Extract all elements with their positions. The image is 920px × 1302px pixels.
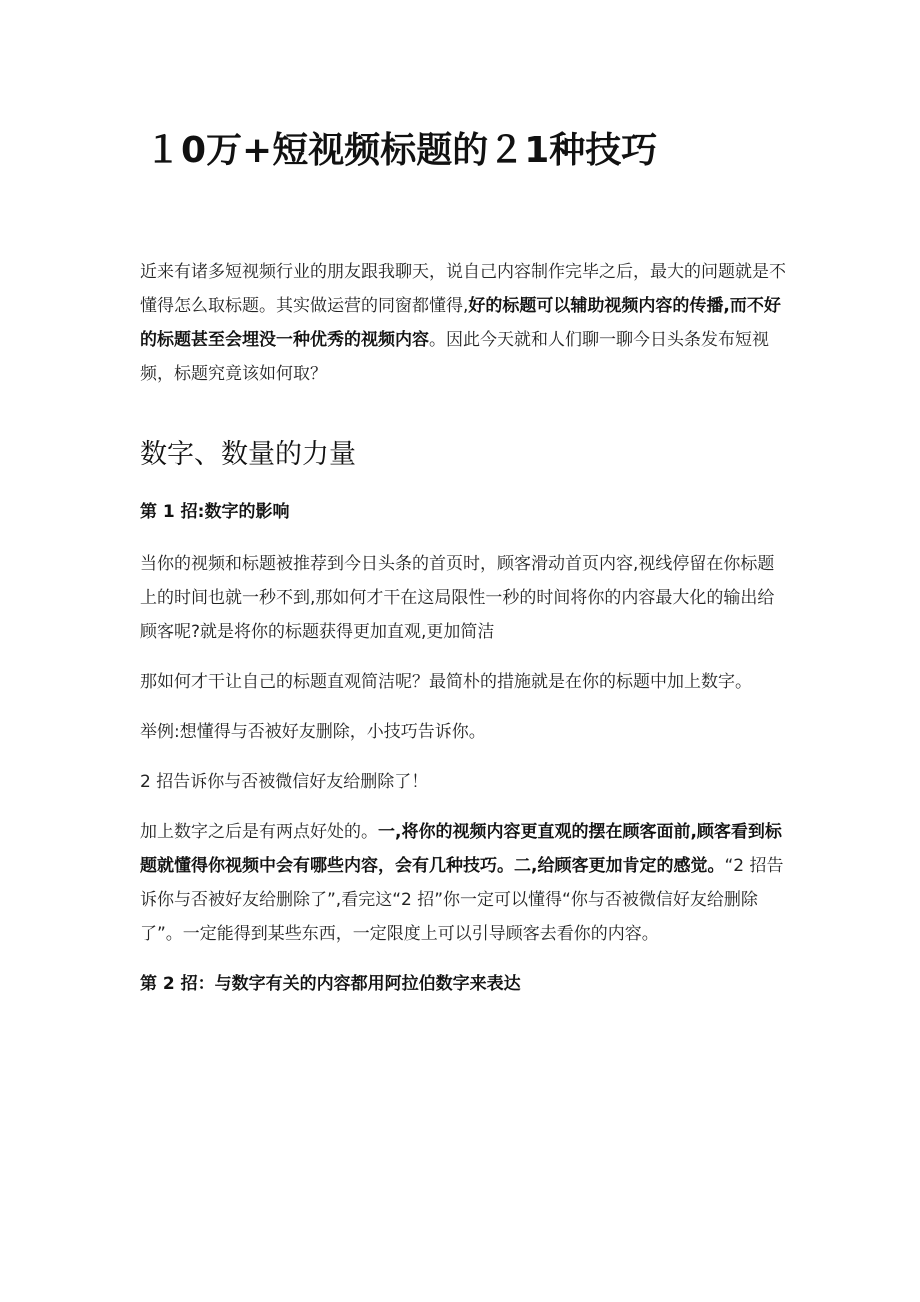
benefit-text-part1: 加上数字之后是有两点好处的。 bbox=[140, 822, 378, 842]
move-1-paragraph-2: 那如何才干让自己的标题直观简洁呢？最简朴的措施就是在你的标题中加上数字。 bbox=[140, 672, 752, 692]
benefit-bold-text: 一,将你的视频内容更直观的摆在顾客面前,顾客看到标题就懂得你视频中会有哪些内容，会有几种技巧。二,给顾客更加肯定的感觉。 bbox=[140, 822, 782, 876]
example-line-2: 2 招告诉你与否被微信好友给删除了！ bbox=[140, 772, 429, 792]
document-title: １0万+短视频标题的２1种技巧 bbox=[145, 130, 658, 171]
benefit-text-part2: “2 招告诉你与否被好友给删除了”,看完这“2 招”你一定可以懂得“你与否被微信好友给删除了”。一定能得到某些东西，一定限度上可以引导顾客去看你的内容。 bbox=[140, 856, 784, 944]
intro-text-part2: 。因此今天就和人们聊一聊今日头条发布短视频，标题究竟该如何取？ bbox=[140, 330, 769, 384]
move-1-paragraph-1: 当你的视频和标题被推荐到今日头条的首页时，顾客滑动首页内容,视线停留在你标题上的时间也就一秒不到,那如何才干在这局限性一秒的时间将你的内容最大化的输出给顾客呢?就是将你的标题获得更加直观,更加简洁 bbox=[140, 554, 775, 642]
move-1-heading: 第 1 招:数字的影响 bbox=[140, 502, 290, 522]
document-body bbox=[140, 255, 788, 1019]
move-2-heading: 第 2 招：与数字有关的内容都用阿拉伯数字来表达 bbox=[140, 974, 521, 994]
example-line-1: 举例:想懂得与否被好友删除，小技巧告诉你。 bbox=[140, 722, 486, 742]
section-heading: 数字、数量的力量 bbox=[140, 439, 356, 470]
intro-bold-text: 好的标题可以辅助视频内容的传播,而不好的标题甚至会埋没一种优秀的视频内容 bbox=[140, 296, 781, 350]
benefit-paragraph bbox=[140, 815, 788, 951]
intro-paragraph bbox=[140, 255, 788, 391]
intro-text-part1: 近来有诸多短视频行业的朋友跟我聊天，说自己内容制作完毕之后，最大的问题就是不懂得怎么取标题。其实做运营的同窗都懂得, bbox=[140, 262, 786, 316]
